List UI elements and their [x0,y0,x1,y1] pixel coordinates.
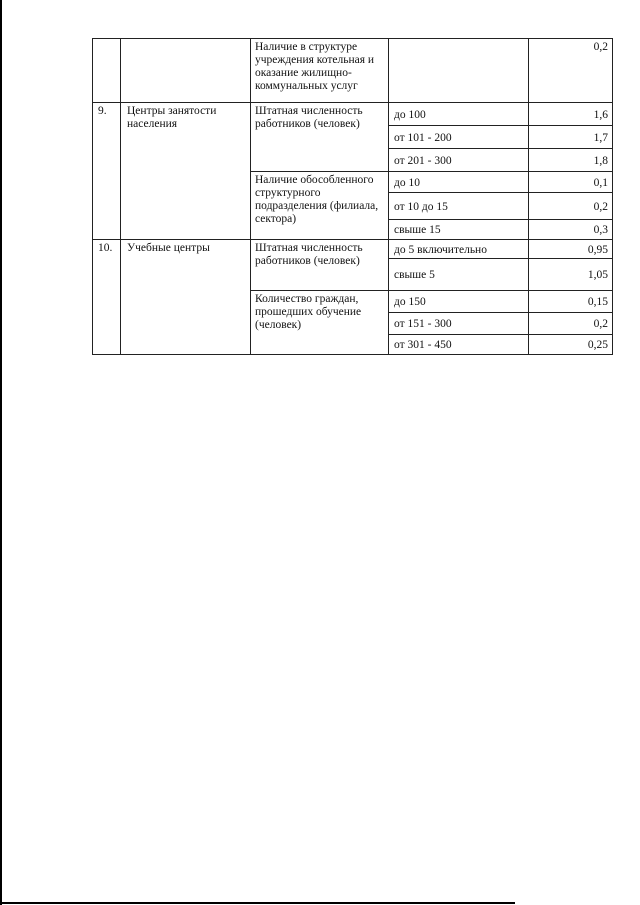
range-cell: от 301 - 450 [389,335,529,355]
institution-cell [121,39,251,103]
criterion-cell: Штатная численность работников (человек) [251,240,389,291]
coefficient-cell: 1,6 [529,103,613,126]
coefficient-cell: 0,2 [529,39,613,103]
criterion-cell: Штатная численность работников (человек) [251,103,389,172]
coefficient-cell: 0,95 [529,240,613,259]
range-cell: свыше 5 [389,259,529,291]
row-number-cell: 9. [93,103,121,240]
range-cell: до 150 [389,291,529,313]
coefficient-cell: 1,05 [529,259,613,291]
range-cell: от 201 - 300 [389,149,529,172]
range-cell: до 10 [389,172,529,193]
range-cell: от 101 - 200 [389,126,529,149]
institution-cell: Учебные центры [121,240,251,355]
coefficient-cell: 0,25 [529,335,613,355]
coefficient-table [92,38,613,355]
range-cell: до 5 включительно [389,240,529,259]
page-left-edge [0,0,2,905]
criterion-cell: Количество граждан, прошедших обучение (человек) [251,291,389,355]
table-row [93,39,613,103]
range-cell: от 151 - 300 [389,313,529,335]
coefficient-cell: 0,1 [529,172,613,193]
coefficient-cell: 1,8 [529,149,613,172]
range-cell [389,39,529,103]
range-cell: свыше 15 [389,220,529,240]
institution-cell: Центры занятости населения [121,103,251,240]
coefficient-cell: 0,3 [529,220,613,240]
coefficient-cell: 0,2 [529,193,613,220]
criterion-cell: Наличие обособленного структурного подразделения (филиала, сектора) [251,172,389,240]
range-cell: до 100 [389,103,529,126]
coefficient-cell: 0,15 [529,291,613,313]
page-bottom-edge [0,902,515,904]
range-cell: от 10 до 15 [389,193,529,220]
row-number-cell [93,39,121,103]
criterion-cell: Наличие в структуре учреждения котельная и оказание жилищно-коммунальных услуг [251,39,389,103]
coefficient-cell: 0,2 [529,313,613,335]
table-row [93,103,613,126]
coefficient-cell: 1,7 [529,126,613,149]
table-row [93,240,613,259]
row-number-cell: 10. [93,240,121,355]
